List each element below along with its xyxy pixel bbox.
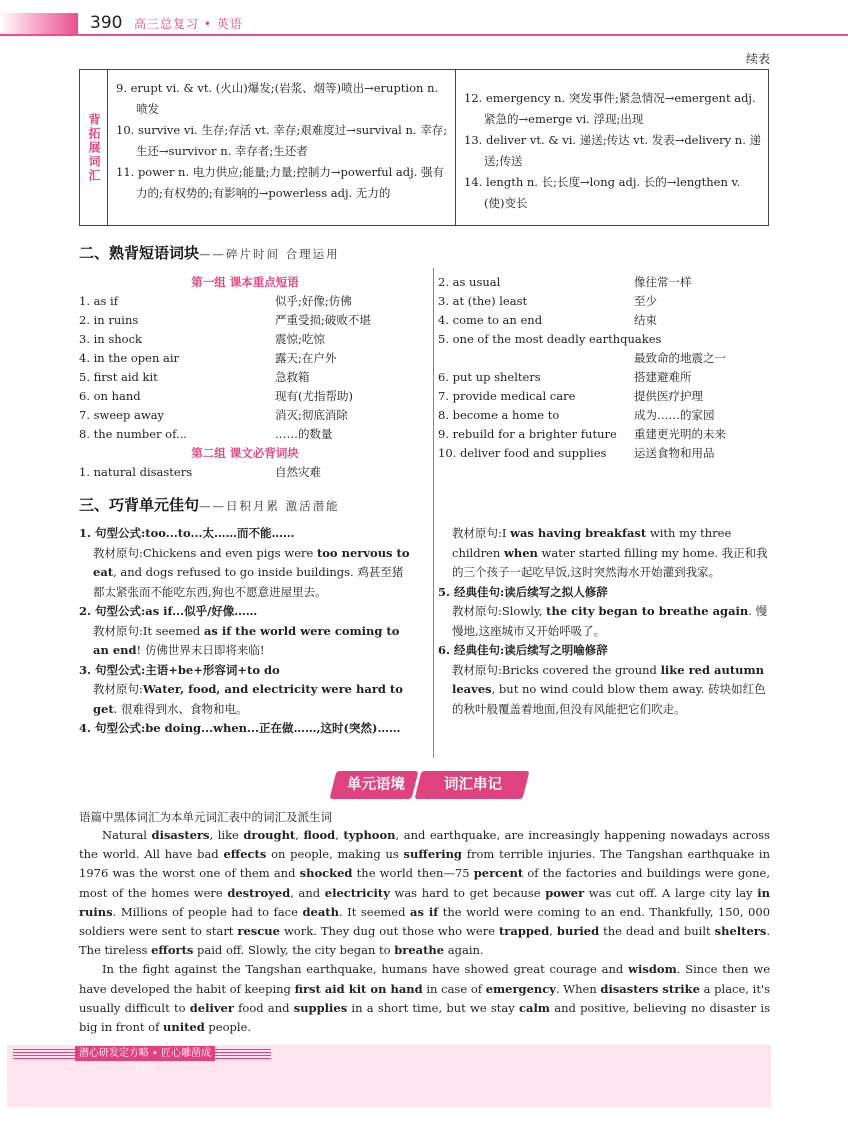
vocab-highlight: buried <box>556 924 600 939</box>
vocab-highlight: breathe <box>394 943 445 958</box>
phrase-zh: 现有(尤指帮助) <box>275 389 353 403</box>
phrase-row <box>79 330 429 349</box>
phrase-en: 1. natural disasters <box>79 465 193 479</box>
passage-text: In the fight against the Tangshan earthquake, humans have showed great courage and <box>102 962 629 977</box>
vocab-highlight: rescue <box>237 924 280 939</box>
passage-text: of the factories and buildings were gone, most of the homes were <box>79 866 770 900</box>
passage-text: , and earthquake, are increasingly happening nowadays across the world. All have bad <box>79 828 770 862</box>
vocab-highlight: supplies <box>293 1000 348 1015</box>
banner-right-text: 词汇串记 <box>444 777 502 793</box>
vocab-highlight: deliver <box>189 1000 234 1015</box>
vocab-item: 13. deliver vt. & vi. 递送;传达 vt. 发表→delivery n. 递送;传送 <box>464 133 762 168</box>
page-number: 390 <box>90 13 123 33</box>
sentence-source-2: 教材原句:It seemed as if the world were coming to an end! 仿佛世界末日即将来临! <box>93 623 400 657</box>
vocab-highlight: calm <box>518 1000 550 1015</box>
sentence-pattern-6: 6. 经典佳句:读后续写之明喻修辞 <box>438 643 608 657</box>
phrase-row <box>79 292 429 311</box>
group2-title: 第二组 课文必背词块 <box>191 446 299 460</box>
sentence-pattern-3: 3. 句型公式:主语+be+形容词+to do <box>79 662 280 677</box>
phrase-zh: 严重受损;破败不堪 <box>275 313 371 327</box>
vocab-item: 11. power n. 电力供应;能量;力量;控制力→powerful adj. 强有力的;有权势的;有影响的→powerless adj. 无力的 <box>116 165 445 200</box>
vocab-highlight: death <box>302 904 339 919</box>
phrase-zh: 似乎;好像;仿佛 <box>275 294 352 308</box>
passage-text: in a short time, but we stay <box>347 1000 519 1015</box>
passage-text: paid off. Slowly, the city began to <box>193 943 395 958</box>
phrase-row <box>438 292 768 311</box>
passage-text: . Millions of people had to face <box>112 904 303 919</box>
phrase-zh: 成为……的家园 <box>634 408 715 422</box>
vocab-right-column <box>464 88 764 214</box>
vocab-highlight: efforts <box>151 943 194 958</box>
phrase-zh: ……的数量 <box>275 427 333 441</box>
phrase-en: 5. first aid kit <box>79 370 158 384</box>
vocab-highlight: electricity <box>324 885 390 900</box>
group1-title: 第一组 课本重点短语 <box>191 275 299 289</box>
phrase-row-cont <box>438 349 768 368</box>
passage-note: 语篇中黑体词汇为本单元词汇表中的词汇及派生词 <box>79 810 332 824</box>
phrase-row <box>79 368 429 387</box>
phrase-zh: 露天;在户外 <box>275 351 337 365</box>
phrase-en: 7. sweep away <box>79 408 165 422</box>
column-divider <box>433 268 434 758</box>
vocab-highlight: first aid kit on hand <box>294 981 423 996</box>
vocab-highlight: disasters strike <box>600 981 700 996</box>
vocab-highlight: as if <box>410 904 439 919</box>
phrase-zh: 重建更光明的未来 <box>634 427 726 441</box>
passage-paragraph-2 <box>79 960 770 1037</box>
vocab-highlight: suffering <box>403 847 462 862</box>
sentence-source-3: 教材原句:Water, food, and electricity were hard to get. 很难得到水、食物和电。 <box>93 682 403 716</box>
phrase-en: 5. one of the most deadly earthquakes <box>438 332 662 346</box>
phrase-row <box>438 311 768 330</box>
sentences-left <box>79 524 411 739</box>
passage-text: the world were coming to an end. Thankfully, 150, 000 soldiers were sent to start <box>79 904 771 939</box>
passage-text: , <box>335 828 344 842</box>
continued-label: 续表 <box>745 52 770 66</box>
phrase-row <box>79 349 429 368</box>
phrases-left <box>79 273 429 482</box>
sentence-source-4: 教材原句:I was having breakfast with my three children when water started filling my home. 我正和我的三个孩子一起吃早饭,这时突然海水开始灌到我家。 <box>452 526 768 579</box>
vocab-highlight: percent <box>473 866 524 881</box>
footer-stripes-right <box>213 1049 271 1059</box>
footer-stripes-left <box>13 1049 75 1059</box>
phrase-row <box>438 273 768 292</box>
phrase-zh: 震惊;吃惊 <box>275 332 325 346</box>
phrase-zh: 自然灾难 <box>275 465 321 479</box>
header-accent <box>0 13 78 35</box>
passage-text: people. <box>204 1020 252 1035</box>
header-rule <box>0 34 848 36</box>
phrase-zh: 像往常一样 <box>634 275 692 289</box>
passage-text: the dead and built <box>599 924 715 939</box>
phrase-row <box>438 406 768 425</box>
phrase-row <box>79 406 429 425</box>
sentence-pattern-4: 4. 句型公式:be doing...when...正在做……,这时(突然)…… <box>79 721 401 735</box>
phrase-row <box>438 444 768 463</box>
phrase-row <box>79 311 429 330</box>
phrase-row <box>79 425 429 444</box>
vocab-highlight: disasters <box>151 828 210 842</box>
vocab-highlight: power <box>545 885 585 900</box>
phrase-row <box>79 387 429 406</box>
passage-text: , and <box>290 885 325 900</box>
phrase-zh: 搭建避难所 <box>634 370 692 384</box>
passage-text: . It seemed <box>338 904 411 919</box>
vocab-highlight: shelters <box>714 924 767 939</box>
passage-text: food and <box>233 1000 294 1015</box>
passage-text: , <box>549 924 557 939</box>
passage-text: was cut off. A large city lay <box>584 885 758 900</box>
phrase-row <box>438 387 768 406</box>
passage-paragraph-1 <box>79 826 770 960</box>
phrase-zh: 急救箱 <box>275 370 310 384</box>
phrase-en: 2. as usual <box>438 275 501 289</box>
phrase-zh: 提供医疗护理 <box>634 389 703 403</box>
sentence-pattern-5: 5. 经典佳句:读后续写之拟人修辞 <box>438 584 608 599</box>
phrases-right <box>438 273 768 463</box>
footer-motto: 潜心研发定方略 • 匠心雕凿成精品 <box>75 1046 215 1061</box>
sentence-source-6: 教材原句:Bricks covered the ground like red autumn leaves, but no wind could blow them away. 砖块如红色的秋叶般覆盖着地面,但没有风能把它们吹走。 <box>452 662 766 716</box>
vocab-highlight: typhoon <box>343 828 396 842</box>
phrase-en: 3. at (the) least <box>438 294 528 308</box>
passage-text: in case of <box>422 981 486 996</box>
passage-text: Natural <box>102 828 152 842</box>
phrase-en: 1. as if <box>79 294 118 308</box>
phrase-zh: 最致命的地震之一 <box>634 351 726 365</box>
sentence-pattern-1: 1. 句型公式:too...to...太……而不能…… <box>79 526 295 540</box>
vocab-highlight: shocked <box>299 866 353 881</box>
passage-text: from terrible injuries. The Tangshan earthquake in 1976 was the worst one of them and <box>79 847 770 881</box>
vocab-item: 9. erupt vi. & vt. (火山)爆发;(岩浆、烟等)喷出→eruption n. 喷发 <box>116 81 439 116</box>
passage-text: . Since then we have developed the habit of keeping <box>79 962 770 996</box>
phrase-row <box>438 330 768 349</box>
vocab-highlight: trapped <box>499 924 550 939</box>
passage-text: was hard to get because <box>389 885 546 900</box>
vocab-highlight: effects <box>223 847 267 862</box>
passage-text: work. They dug out those who were <box>279 924 499 939</box>
phrase-zh: 结束 <box>634 313 657 327</box>
phrase-zh: 消灭;彻底消除 <box>275 408 348 422</box>
sentence-source-5: 教材原句:Slowly, the city began to breathe again. 慢慢地,这座城市又开始呼吸了。 <box>452 604 768 638</box>
phrase-en: 4. come to an end <box>438 313 543 327</box>
phrase-row <box>79 463 429 482</box>
passage <box>79 826 770 1037</box>
passage-text: the world then—75 <box>352 866 474 881</box>
passage-text: again. <box>444 943 484 958</box>
phrase-zh: 至少 <box>634 294 657 308</box>
sentence-pattern-2: 2. 句型公式:as if...似乎/好像…… <box>79 604 258 618</box>
vocab-highlight: destroyed <box>227 885 291 900</box>
vocab-highlight: in ruins <box>79 885 770 919</box>
passage-text: on people, making us <box>266 847 404 862</box>
sentences-right <box>438 524 770 719</box>
vocab-left-column <box>116 78 451 204</box>
phrase-en: 2. in ruins <box>79 313 139 327</box>
passage-text: . When <box>555 981 601 996</box>
phrase-en: 8. become a home to <box>438 408 560 422</box>
phrase-row <box>438 425 768 444</box>
vocab-highlight: wisdom <box>628 962 677 977</box>
vocab-highlight: flood <box>303 828 336 842</box>
section2-heading: 二、熟背短语词块——碎片时间 合理运用 <box>79 244 340 262</box>
vocab-highlight: united <box>163 1020 205 1035</box>
book-title: 高三总复习 • 英语 <box>134 17 243 31</box>
phrase-en: 9. rebuild for a brighter future <box>438 427 617 441</box>
phrase-en: 4. in the open air <box>79 351 180 365</box>
vocab-item: 14. length n. 长;长度→long adj. 长的→lengthen v. (使)变长 <box>464 175 741 210</box>
passage-text: and positive, believing no disaster is big in front of <box>79 1000 770 1035</box>
passage-text: , like <box>209 828 244 842</box>
phrase-en: 6. put up shelters <box>438 370 541 384</box>
vocab-item: 10. survive vi. 生存;存活 vt. 幸存;艰难度过→survival n. 幸存;生还→survivor n. 幸存者;生还者 <box>116 123 448 158</box>
vocab-highlight: emergency <box>485 981 556 996</box>
phrase-en: 6. on hand <box>79 389 141 403</box>
vocab-table-divider <box>455 70 456 225</box>
passage-text: a place, it's usually difficult to <box>79 981 771 1015</box>
vocab-item: 12. emergency n. 突发事件;紧急情况→emergent adj. 紧急的→emerge vi. 浮现;出现 <box>464 91 756 126</box>
banner-left-text: 单元语境 <box>347 777 405 793</box>
phrase-en: 8. the number of... <box>79 427 187 441</box>
phrase-en: 3. in shock <box>79 332 143 346</box>
group1-list <box>79 292 429 444</box>
phrase-en: 10. deliver food and supplies <box>438 446 607 460</box>
phrase-zh: 运送食物和用品 <box>634 446 715 460</box>
phrase-row <box>438 368 768 387</box>
sentence-source-1: 教材原句:Chickens and even pigs were too nervous to eat, and dogs refused to go inside buildings. 鸡甚至猪都太紧张而不能吃东西,狗也不愿意进屋里去。 <box>93 545 410 599</box>
section3-heading: 三、巧背单元佳句——日积月累 激活潜能 <box>79 496 340 514</box>
passage-text: . The tireless <box>79 924 770 958</box>
vocab-table-label: 背拓展词汇 <box>80 70 108 225</box>
vocab-table <box>79 69 769 226</box>
vocab-highlight: drought <box>243 828 296 842</box>
passage-text: , <box>295 828 304 842</box>
phrase-en: 7. provide medical care <box>438 389 576 403</box>
